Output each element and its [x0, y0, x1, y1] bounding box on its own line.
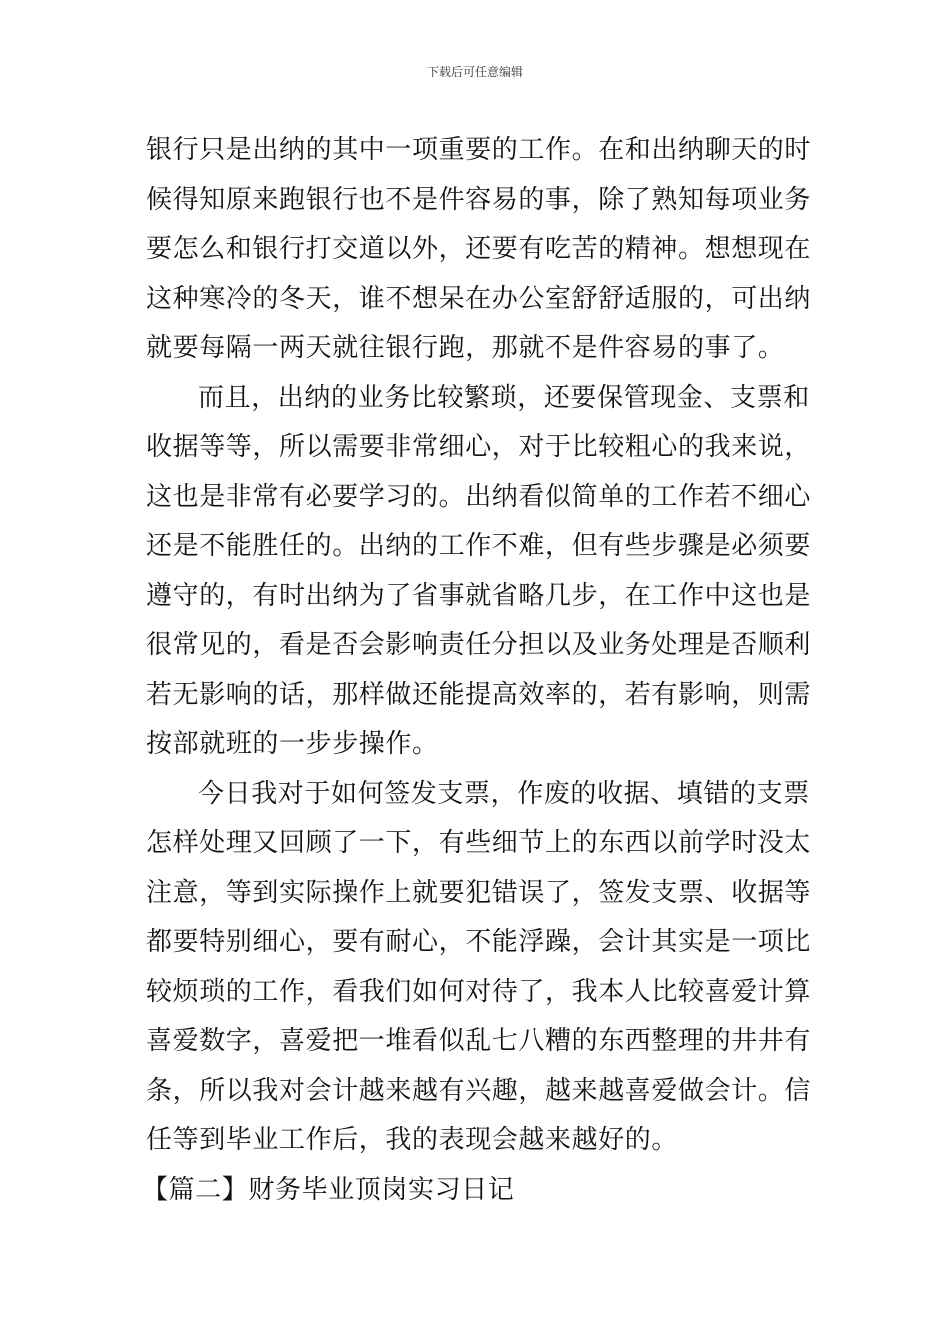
paragraph	[146, 374, 812, 770]
text-line: 若无影响的话，那样做还能提高效率的，若有影响，则需	[146, 679, 812, 710]
text-line: 都要特别细心，要有耐心，不能浮躁，会计其实是一项比	[146, 927, 812, 957]
text-line: 这种寒冷的冬天，谁不想呆在办公室舒舒适服的，可出纳	[146, 283, 812, 314]
text-line: 喜爱数字，喜爱把一堆看似乱七八糟的东西整理的井井有	[146, 1026, 812, 1056]
text-line: 很常见的，看是否会影响责任分担以及业务处理是否顺利	[146, 630, 812, 660]
text-line: 候得知原来跑银行也不是件容易的事，除了熟知每项业务	[146, 184, 812, 215]
text-line: 遵守的，有时出纳为了省事就省略几步，在工作中这也是	[146, 580, 812, 611]
text-line: 较烦琐的工作，看我们如何对待了，我本人比较喜爱计算	[146, 976, 812, 1007]
text-line: 还是不能胜任的。出纳的工作不难，但有些步骤是必须要	[146, 531, 812, 561]
page-header: 下载后可任意编辑	[426, 65, 523, 79]
paragraph	[146, 126, 812, 374]
section-heading: 【篇二】财务毕业顶岗实习日记	[142, 1174, 515, 1205]
text-line: 注意，等到实际操作上就要犯错误了，签发支票、收据等	[146, 877, 812, 908]
text-line: 怎样处理又回顾了一下，有些细节上的东西以前学时没太	[146, 828, 812, 858]
text-line: 条，所以我对会计越来越有兴趣，越来越喜爱做会计。信	[146, 1075, 812, 1106]
text-line: 而且，出纳的业务比较繁琐，还要保管现金、支票和	[198, 382, 810, 413]
text-line: 按部就班的一步步操作。	[146, 729, 439, 759]
text-line: 这也是非常有必要学习的。出纳看似简单的工作若不细心	[146, 481, 812, 512]
text-line: 要怎么和银行打交道以外，还要有吃苦的精神。想想现在	[146, 234, 812, 264]
paragraph	[146, 770, 812, 1166]
text-line: 任等到毕业工作后，我的表现会越来越好的。	[146, 1125, 679, 1155]
text-line: 今日我对于如何签发支票，作废的收据、填错的支票	[198, 778, 810, 809]
text-line: 收据等等，所以需要非常细心，对于比较粗心的我来说，	[146, 432, 812, 462]
document-body	[142, 126, 812, 1215]
text-line: 就要每隔一两天就往银行跑，那就不是件容易的事了。	[146, 333, 785, 363]
text-line: 银行只是出纳的其中一项重要的工作。在和出纳聊天的时	[146, 135, 812, 165]
